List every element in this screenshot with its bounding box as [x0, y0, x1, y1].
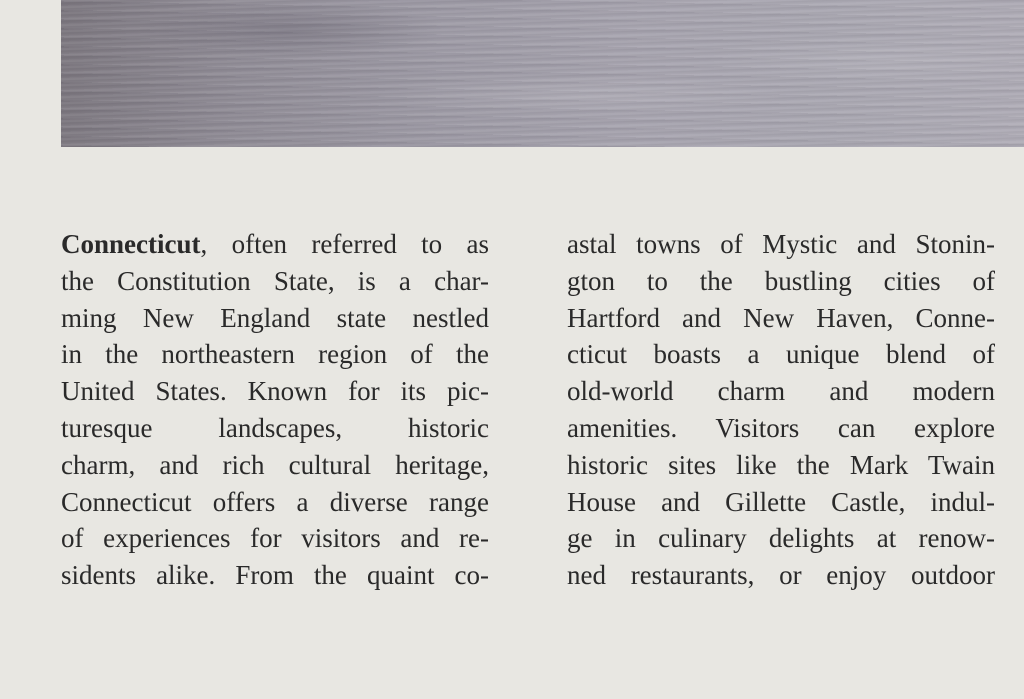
article-line: in the northeastern region of the: [61, 339, 489, 370]
article-line: turesque landscapes, historic: [61, 412, 489, 443]
article-line: [61, 226, 489, 263]
article-line: sidents alike. From the quaint co-: [61, 560, 489, 591]
article-column-right: [567, 226, 995, 594]
article-line: charm, and rich cultural heritage,: [61, 449, 489, 480]
article-line: United States. Known for its pic-: [61, 376, 489, 407]
article-line: ming New England state nestled: [61, 302, 489, 333]
article-line: the Constitution State, is a char-: [61, 265, 489, 296]
article-line: historic sites like the Mark Twain: [567, 449, 995, 480]
article-line: gton to the bustling cities of: [567, 265, 995, 296]
article-line: Connecticut offers a diverse range: [61, 486, 489, 517]
article-line: of experiences for visitors and re-: [61, 523, 489, 554]
article-line: astal towns of Mystic and Stonin-: [567, 229, 995, 259]
article-line: amenities. Visitors can explore: [567, 412, 995, 443]
article-body: [61, 226, 995, 594]
article-line: old-world charm and modern: [567, 376, 995, 407]
article-column-left: [61, 226, 489, 594]
lead-word: Connecticut: [61, 229, 201, 259]
article-line-text: , often referred to as: [200, 229, 489, 259]
article-line: House and Gillette Castle, indul-: [567, 486, 995, 517]
article-line: ned restaurants, or enjoy outdoor: [567, 560, 995, 591]
article-line: Hartford and New Haven, Conne-: [567, 302, 995, 333]
article-line: cticut boasts a unique blend of: [567, 339, 995, 370]
article-line: ge in culinary delights at renow-: [567, 523, 995, 554]
header-photo: [61, 0, 1024, 147]
